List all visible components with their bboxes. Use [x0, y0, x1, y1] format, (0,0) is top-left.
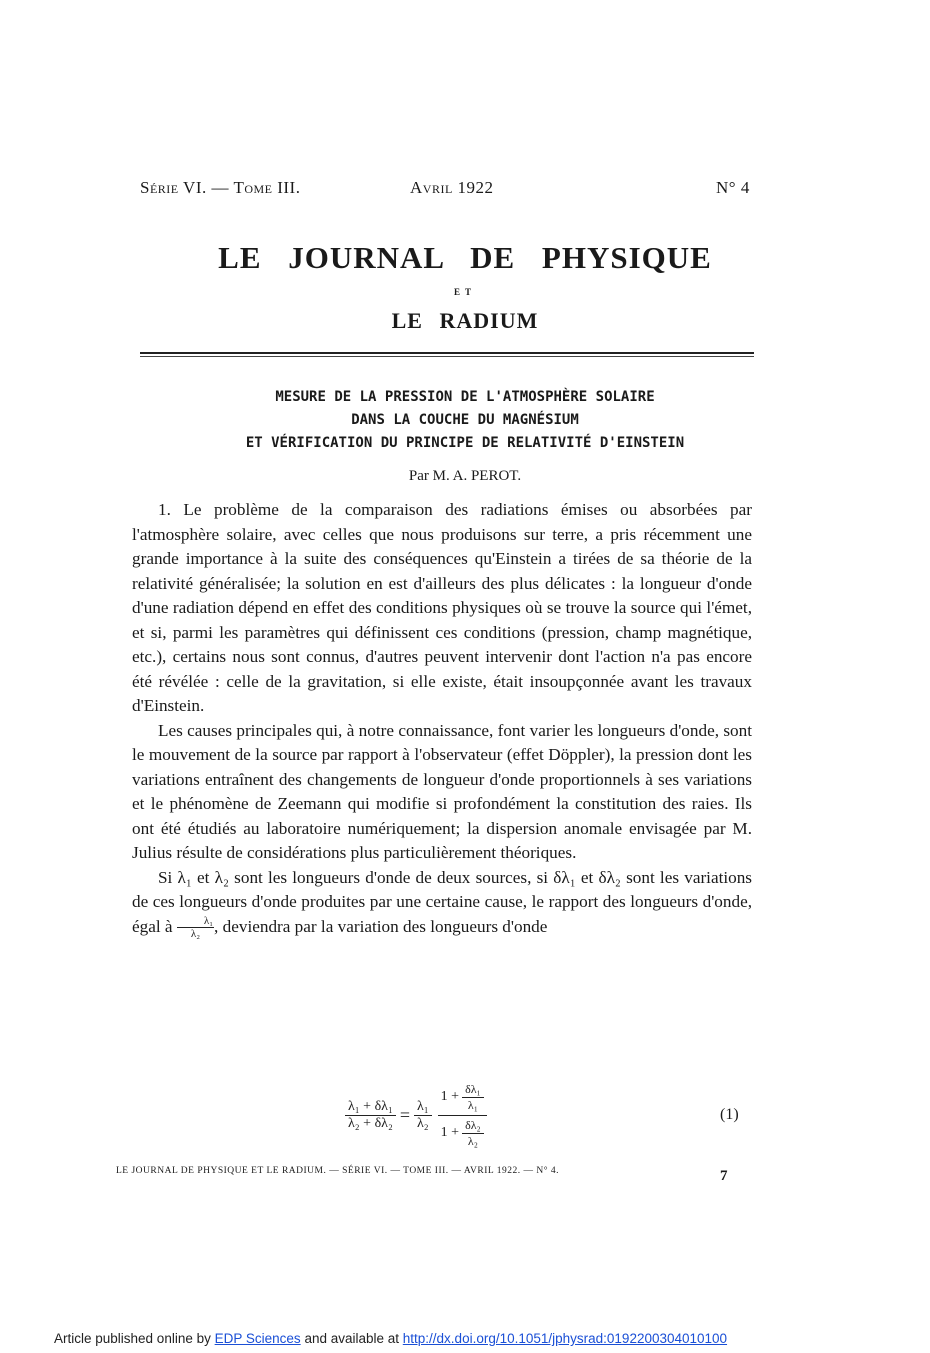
equation-ratio-denominator: λ₂ — [417, 1115, 429, 1131]
equation-1 — [345, 1070, 487, 1160]
rhs-den-one: 1 + — [440, 1125, 460, 1140]
journal-subtitle: LE RADIUM — [391, 308, 539, 333]
equals-sign: = — [399, 1104, 410, 1125]
publisher-link[interactable]: EDP Sciences — [214, 1331, 301, 1346]
rhs-num-fraction — [462, 1082, 484, 1113]
paragraph-3-text-a: Si λ₁ et λ₂ sont les longueurs d'onde de deux sources, si δλ₁ et δλ₂ sont les variations de ces longueurs d'onde produites par une certaine cause, le rapport des longueurs d'onde, égal à — [132, 867, 752, 936]
article-body — [132, 498, 752, 940]
page-number: 7 — [720, 1168, 728, 1184]
inline-fraction-numerator: λ₁ — [177, 915, 214, 928]
equation-lhs — [345, 1099, 396, 1132]
credit-prefix: Article published online by — [54, 1331, 211, 1346]
article-author: Par M. A. PEROT. — [408, 468, 522, 484]
rhs-den-frac-num: δλ₂ — [462, 1118, 484, 1134]
paragraph-1: 1. Le problème de la comparaison des radiations émises ou absorbées par l'atmosphère solaire, avec celles que nous produisons sur terre, a pris récemment une grande importance à la suite des conséquences qu'Einstein a tirées de sa théorie de la relativité généralisée; la solution en est d'ailleurs des plus délicates : la longueur d'onde d'une radiation dépend en effet des conditions physiques où se trouve la source qui l'émet, et si, parmi les paramètres qui définissent ces conditions (pression, champ magnétique, etc.), certains nous sont connus, d'autres peuvent intervenir dont l'action n'a pas encore été révélée : celle de la gravitation, si elle existe, était insoupçonnée avant les travaux d'Einstein. — [132, 500, 752, 715]
publisher-credit — [54, 1331, 727, 1346]
credit-middle: and available at — [304, 1331, 400, 1346]
rhs-den-fraction — [462, 1118, 484, 1149]
issue-date: Avril 1922 — [410, 178, 494, 197]
equation-rhs — [438, 1082, 487, 1149]
issue-number: N° 4 — [716, 178, 750, 197]
rhs-num-frac-num: δλ₁ — [462, 1082, 484, 1098]
journal-conjunction: ET — [453, 287, 476, 297]
journal-title: LE JOURNAL DE PHYSIQUE — [218, 240, 712, 275]
rhs-den-frac-den: λ₂ — [467, 1133, 478, 1148]
masthead-rule — [140, 352, 754, 354]
inline-fraction-denominator: λ₂ — [190, 928, 201, 941]
paragraph-3 — [132, 866, 752, 941]
paragraph-3-text-b: , deviendra par la variation des longueurs d'onde — [214, 916, 548, 936]
rhs-num-one: 1 + — [440, 1089, 460, 1104]
series-volume: Série VI. — Tome III. — [140, 178, 301, 197]
equation-ratio — [414, 1099, 432, 1132]
equation-lhs-denominator: λ₂ + δλ₂ — [348, 1115, 393, 1131]
article-title-line-1: MESURE DE LA PRESSION DE L'ATMOSPHÈRE SOLAIRE — [275, 389, 655, 405]
running-footer: LE JOURNAL DE PHYSIQUE ET LE RADIUM. — SÉRIE VI. — TOME III. — AVRIL 1922. — N° 4. — [116, 1166, 560, 1176]
equation-rhs-denominator — [441, 1116, 484, 1149]
paragraph-2: Les causes principales qui, à notre connaissance, font varier les longueurs d'onde, sont le mouvement de la source par rapport à l'observateur (effet Döppler), la pression dont les variations entraînent des changements de longueur d'onde proportionnels à ses variations et le phénomène de Zeemann qui modifie si profondément la constitution des raies. Ils ont été étudiés au laboratoire numériquement; la dispersion anomale envisagée par M. Julius résulte de considérations plus particulièrement théoriques. — [132, 720, 752, 862]
equation-rhs-numerator — [438, 1082, 487, 1116]
equation-ratio-numerator: λ₁ — [414, 1099, 432, 1116]
article-title-line-2: DANS LA COUCHE DU MAGNÉSIUM — [351, 412, 579, 428]
article-title-line-3: ET VÉRIFICATION DU PRINCIPE DE RELATIVITÉ D'EINSTEIN — [245, 435, 685, 451]
doi-link[interactable]: http://dx.doi.org/10.1051/jphysrad:0192200304010100 — [402, 1331, 728, 1346]
equation-lhs-numerator: λ₁ + δλ₁ — [345, 1099, 396, 1116]
equation-number: (1) — [720, 1106, 739, 1123]
masthead-rule-thin — [140, 356, 754, 357]
inline-fraction — [177, 915, 214, 940]
rhs-num-frac-den: λ₁ — [467, 1097, 478, 1112]
